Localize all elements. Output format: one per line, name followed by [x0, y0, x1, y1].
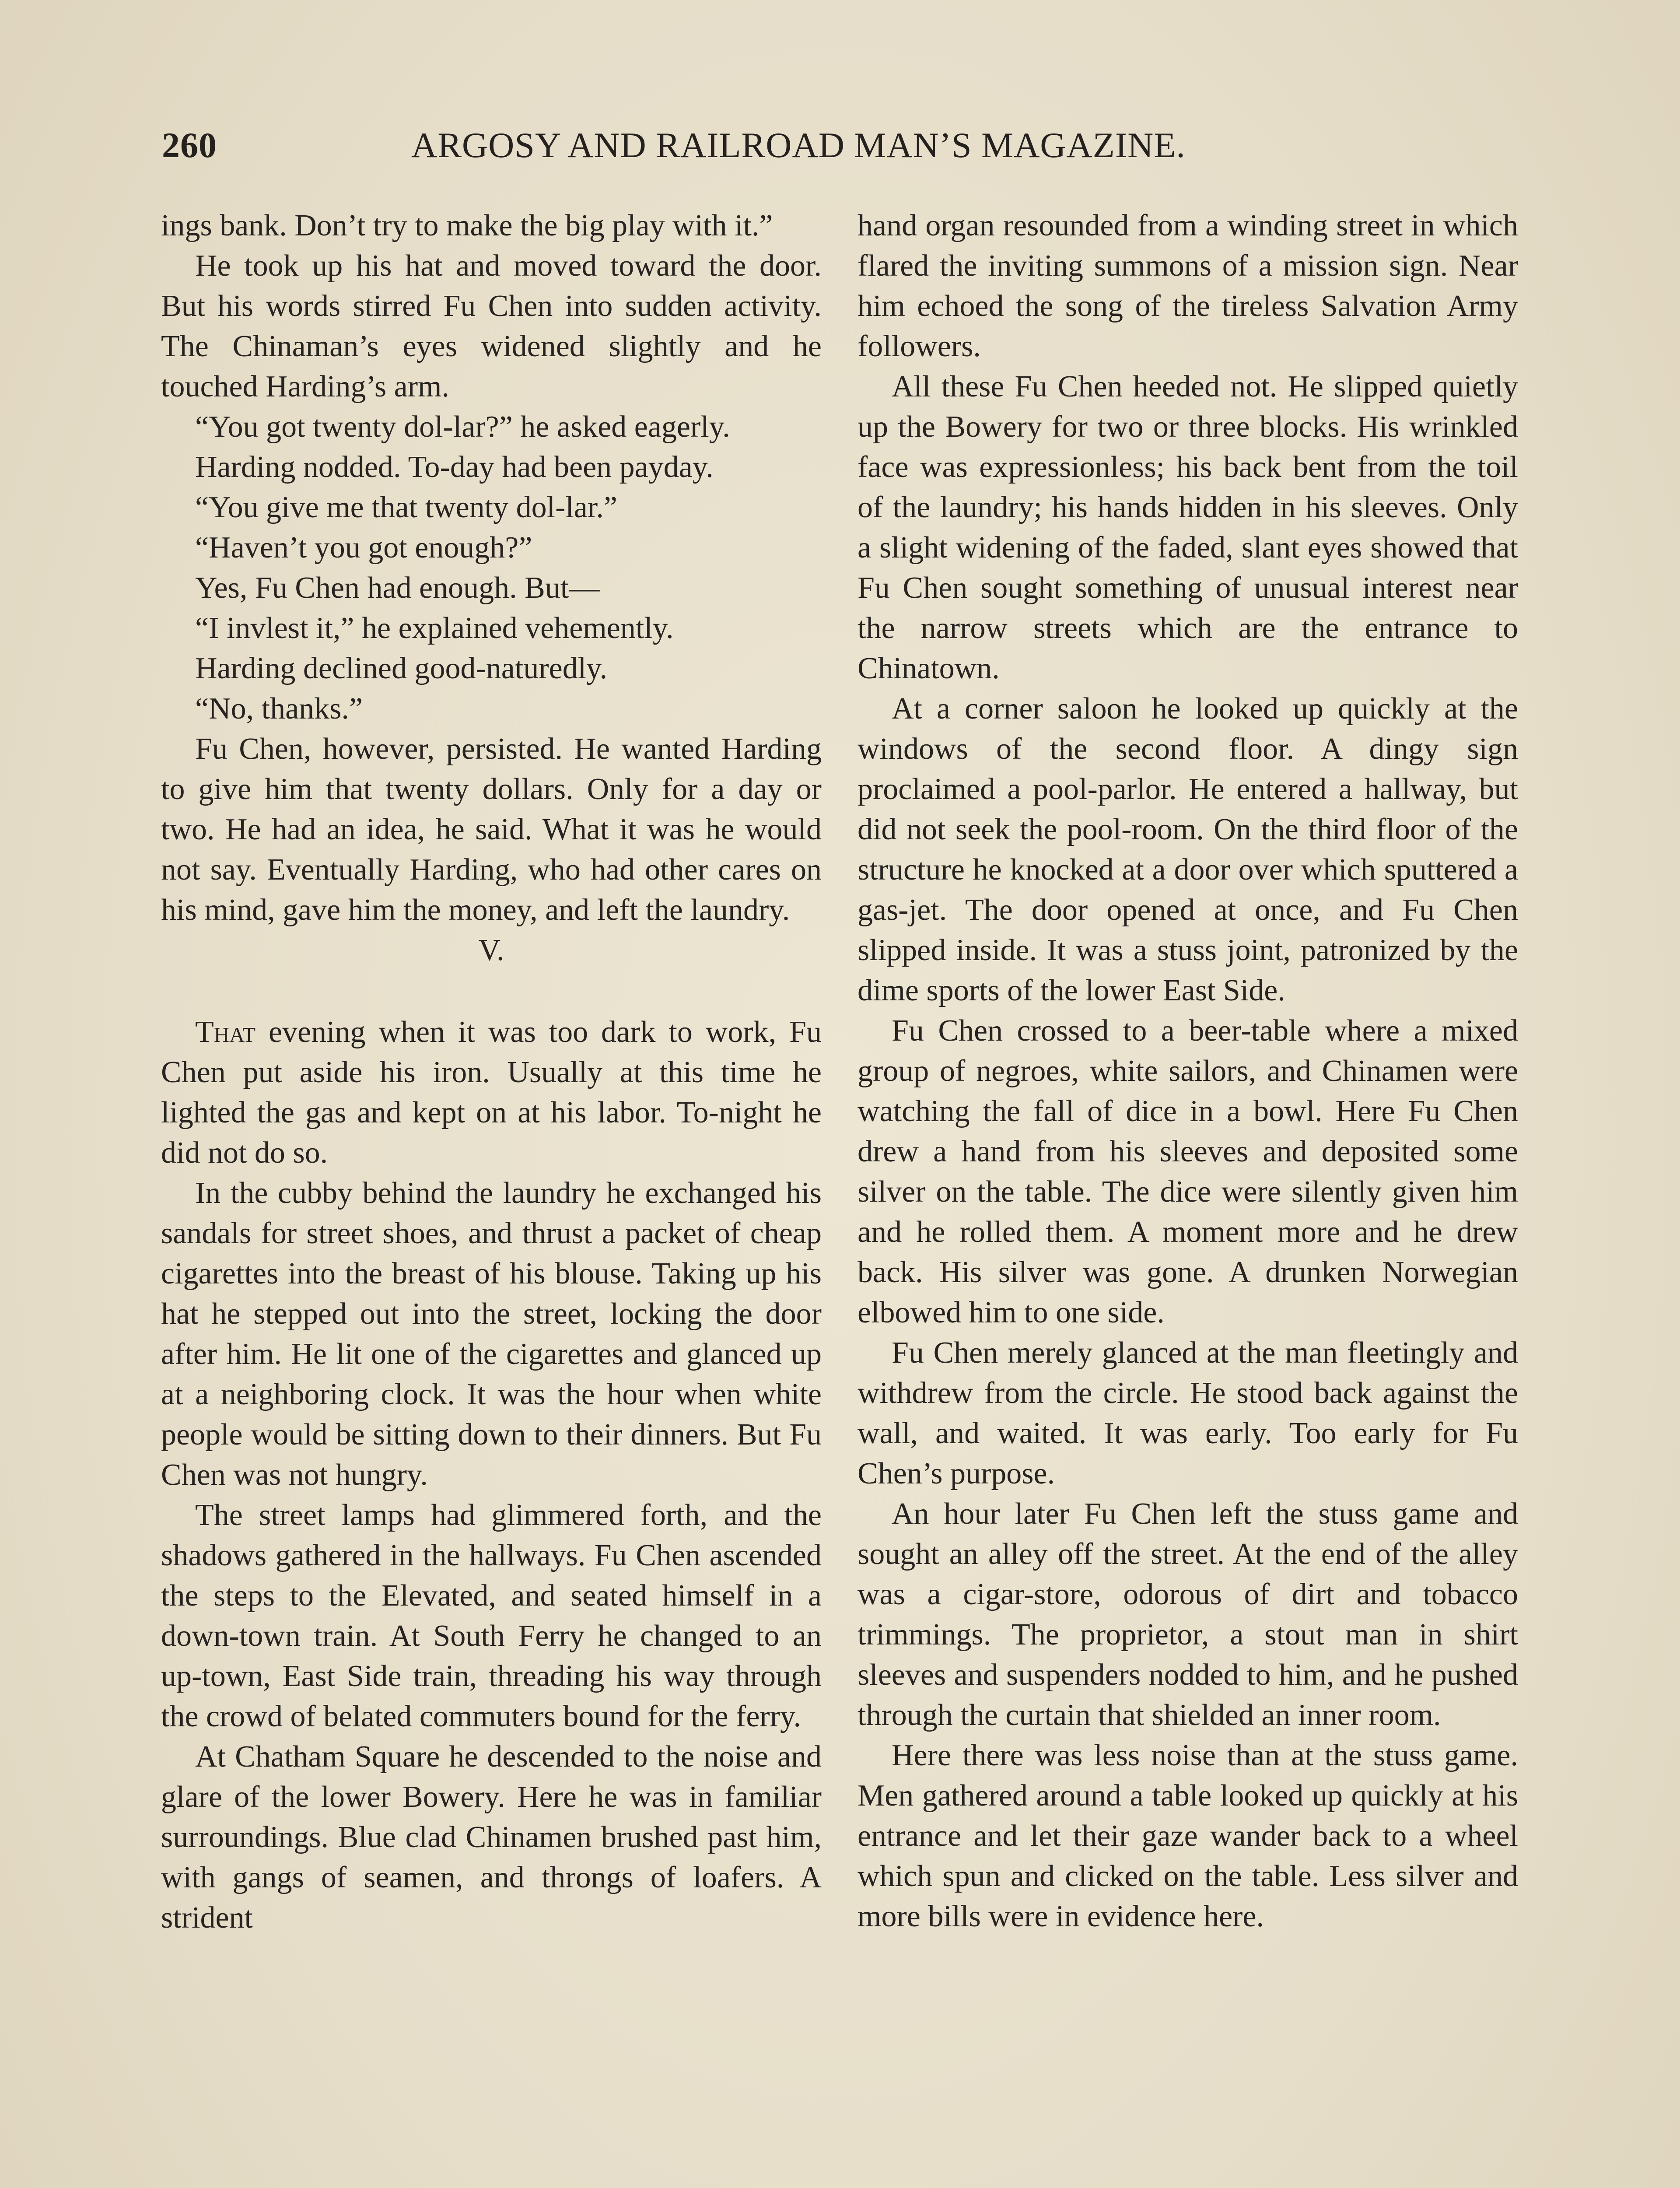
running-title: ARGOSY AND RAILROAD MAN’S MAGAZINE.: [411, 125, 1186, 165]
paragraph: Here there was less noise than at the stuss game. Men gathered around a table looked up quickly at his entrance and let their gaze wander back to a wheel which spun and clicked on the table. Less silver and more bills were in evidence here.: [858, 1739, 1518, 1933]
paragraph: An hour later Fu Chen left the stuss game and sought an alley off the street. At the end of the alley was a cigar-store, odorous of dirt and tobacco trimmings. The proprietor, a stout man in shirt sleeves and suspenders nodded to him, and he pushed through the curtain that shielded an inner room.: [858, 1497, 1518, 1732]
paragraph: He took up his hat and moved toward the door. But his words stirred Fu Chen into sudden activity. The Chinaman’s eyes widened slightly and he touched Harding’s arm.: [161, 249, 822, 403]
paragraph: At a corner saloon he looked up quickly at the windows of the second floor. A dingy sign proclaimed a pool-parlor. He entered a hallway, but did not seek the pool-room. On the third floor of the structure he knocked at a door over which sputtered a gas-jet. The door opened at once, and Fu Chen slipped inside. It was a stuss joint, patronized by the dime sports of the lower East Side.: [858, 692, 1518, 1007]
paragraph: “No, thanks.”: [195, 692, 363, 726]
paragraph: Yes, Fu Chen had enough. But—: [195, 571, 600, 605]
page-header: [162, 125, 1312, 177]
paragraph: “I invlest it,” he explained vehemently.: [195, 611, 674, 645]
page-number: 260: [162, 125, 217, 165]
paragraph: In the cubby behind the laundry he exchanged his sandals for street shoes, and thrust a packet of cheap cigarettes into the breast of his blouse. Taking up his hat he stepped out into the street, locking the door after him. He lit one of the cigarettes and glanced up at a neighboring clock. It was the hour when white people would be sitting down to their dinners. But Fu Chen was not hungry.: [161, 1176, 822, 1492]
paragraph: Harding declined good-naturedly.: [195, 652, 608, 685]
paragraph-text: evening when it was too dark to work, Fu Chen put aside his iron. Usually at this time he lighted the gas and kept on at his labor. To-night he did not do so.: [161, 1015, 822, 1170]
left-column: [161, 206, 822, 1938]
paragraph: All these Fu Chen heeded not. He slipped quietly up the Bowery for two or three blocks. His wrinkled face was expressionless; his back bent from the toil of the laundry; his hands hidden in his sleeves. Only a slight widening of the faded, slant eyes showed that Fu Chen sought something of unusual interest near the narrow streets which are the entrance to Chinatown.: [858, 370, 1518, 685]
paragraph: The street lamps had glimmered forth, and the shadows gathered in the hallways. Fu Chen ascended the steps to the Elevated, and seated himself in a down-town train. At South Ferry he changed to an up-town, East Side train, threading his way through the crowd of belated commuters bound for the ferry.: [161, 1498, 822, 1733]
paragraph: At Chatham Square he descended to the noise and glare of the lower Bowery. Here he was in familiar surroundings. Blue clad Chinamen brushed past him, with gangs of seamen, and throngs of loafers. A strident: [161, 1740, 822, 1935]
lead-word: That: [195, 1015, 256, 1049]
paragraph: Harding nodded. To-day had been payday.: [195, 450, 714, 484]
paragraph: Fu Chen, however, persisted. He wanted Harding to give him that twenty dollars. Only for a day or two. He had an idea, he said. What it was he would not say. Eventually Harding, who had other cares on his mind, gave him the money, and left the laundry.: [161, 732, 822, 927]
right-column: [858, 206, 1518, 1937]
section-heading: V.: [478, 933, 504, 967]
paragraph: “Haven’t you got enough?”: [195, 531, 532, 565]
paragraph: ings bank. Don’t try to make the big play with it.”: [161, 209, 773, 242]
paragraph: Fu Chen crossed to a beer-table where a mixed group of negroes, white sailors, and Chinamen were watching the fall of dice in a bowl. Here Fu Chen drew a hand from his sleeves and deposited some silver on the table. The dice were silently given him and he rolled them. A moment more and he drew back. His silver was gone. A drunken Norwegian elbowed him to one side.: [858, 1014, 1518, 1329]
paragraph: “You give me that twenty dol-lar.”: [195, 491, 617, 524]
paragraph: [161, 1012, 822, 1173]
paragraph: “You got twenty dol-lar?” he asked eagerly.: [195, 410, 730, 444]
paragraph: hand organ resounded from a winding street in which flared the inviting summons of a mission sign. Near him echoed the song of the tireless Salvation Army followers.: [858, 209, 1518, 363]
paragraph: Fu Chen merely glanced at the man fleetingly and withdrew from the circle. He stood back against the wall, and waited. It was early. Too early for Fu Chen’s purpose.: [858, 1336, 1518, 1490]
